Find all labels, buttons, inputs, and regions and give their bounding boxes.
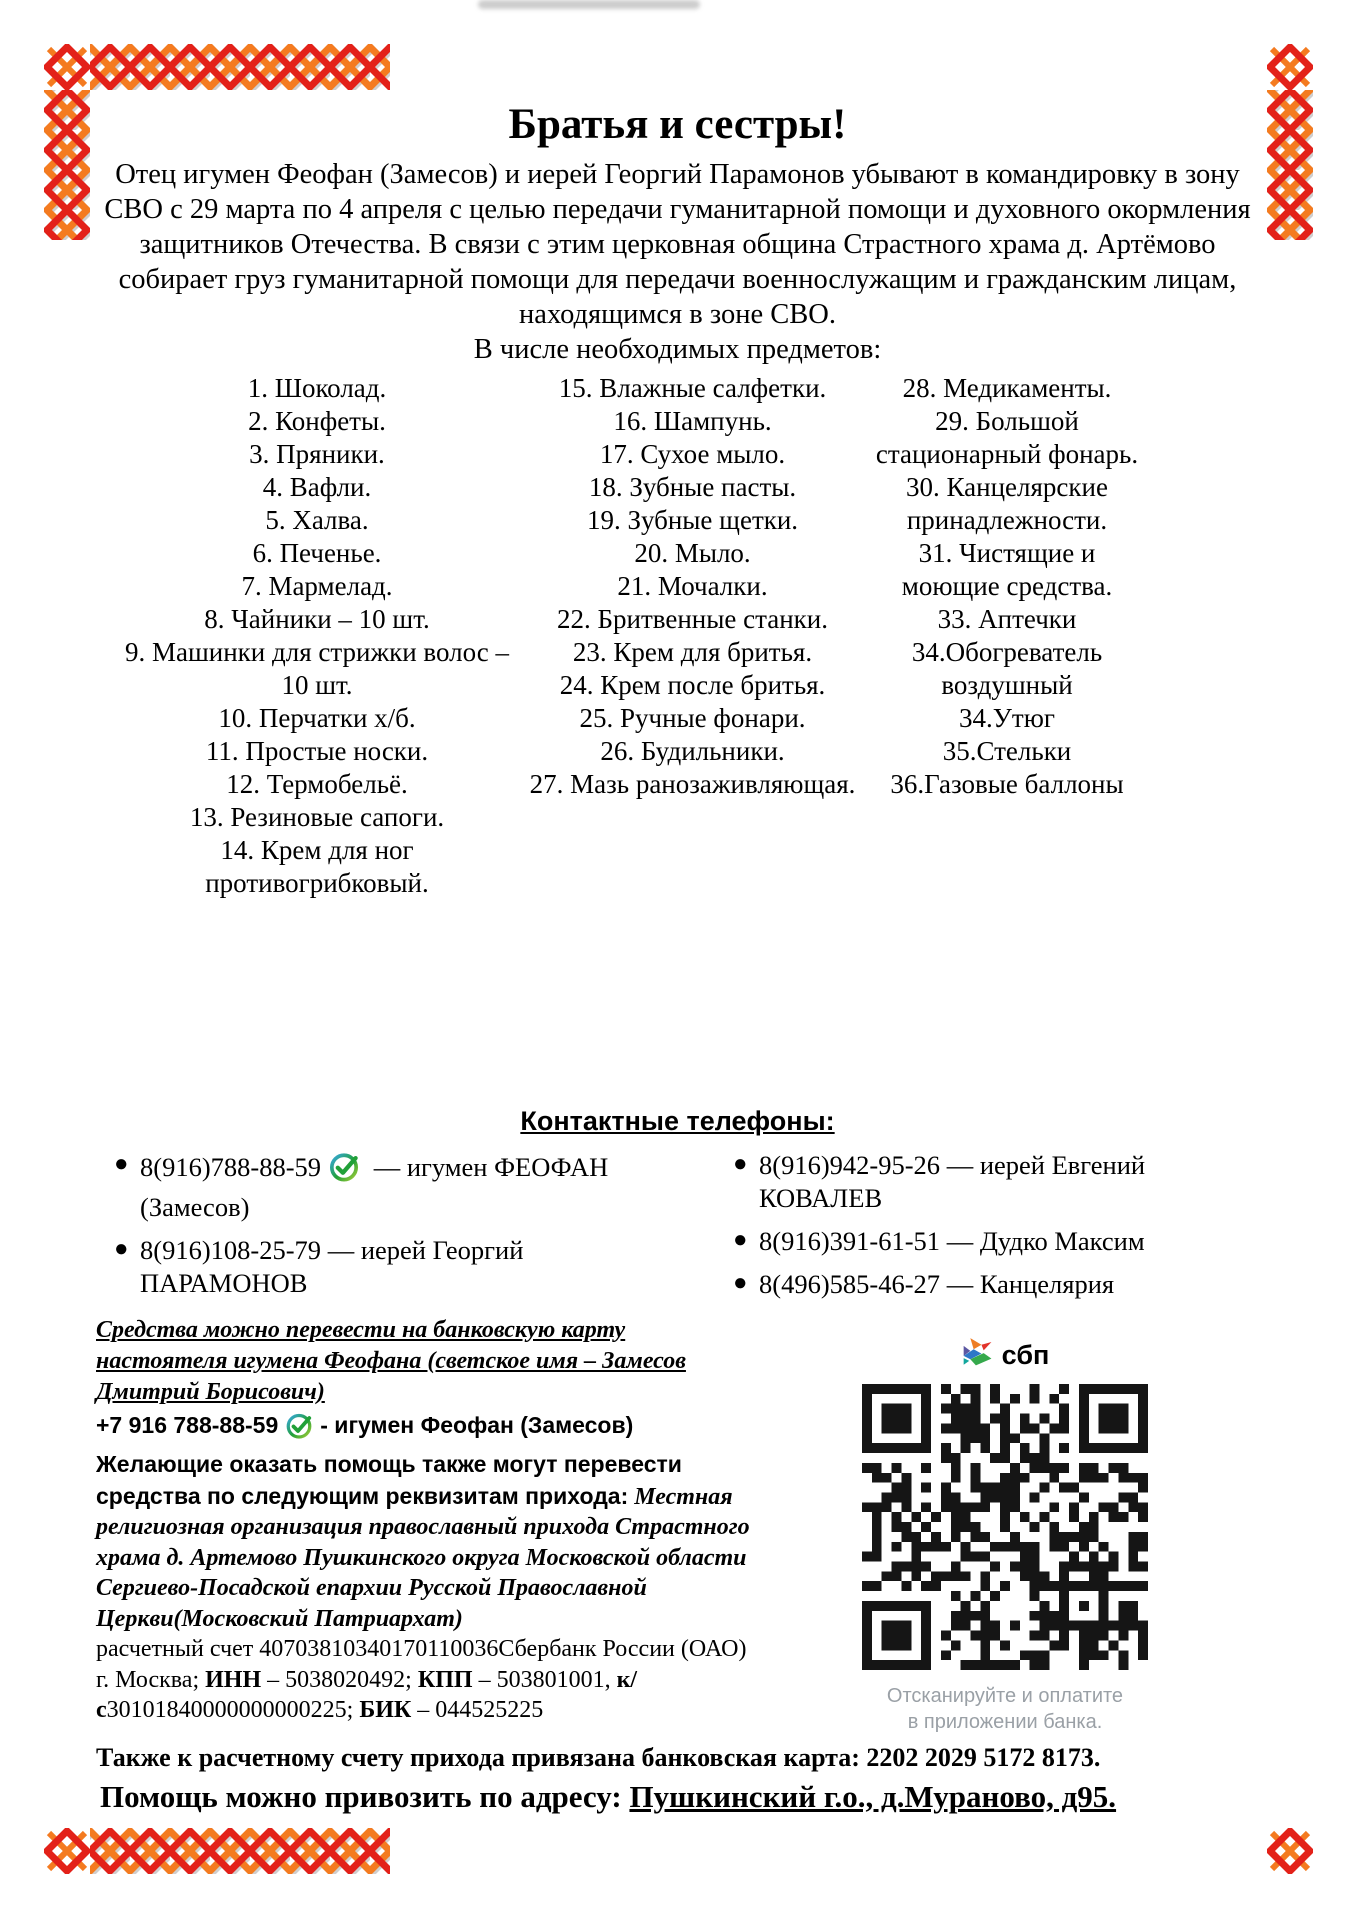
ornament-border-top: [90, 44, 390, 90]
card-phone: +7 916 788-88-59: [96, 1412, 279, 1438]
delivery-address: Пушкинский г.о., д.Мураново, д95.: [629, 1779, 1117, 1814]
bik-label: БИК: [359, 1697, 412, 1723]
contact-item: [106, 1149, 681, 1224]
list-item: 23. Крем для бритья.: [572, 637, 813, 667]
requisites-intro: Желающие оказать помощь также могут перевести средства по следующим реквизитам прихода:: [96, 1451, 682, 1509]
flyer-content: [96, 90, 1259, 1815]
sberbank-icon: [284, 1410, 314, 1449]
contacts-columns: [96, 1149, 1259, 1311]
contact-name: — иерей Георгий ПАРАМОНОВ: [140, 1235, 524, 1298]
bullet-icon: ●: [114, 1236, 129, 1262]
ornament-border-left: [44, 90, 90, 240]
list-item: 1. Шоколад.: [247, 373, 387, 403]
list-item: 21. Мочалки.: [617, 571, 768, 601]
list-item: 11. Простые носки.: [205, 736, 429, 766]
items-column-2: [520, 372, 865, 900]
bullet-icon: ●: [733, 1151, 748, 1177]
list-item: 15. Влажные салфетки.: [558, 373, 827, 403]
bank-details: [96, 1315, 756, 1735]
kpp-label: КПП: [417, 1666, 473, 1693]
bullet-icon: ●: [733, 1227, 748, 1253]
list-item: 34.Утюг: [959, 703, 1055, 733]
requisites-paragraph: [96, 1449, 756, 1634]
kpp-value: – 503801001,: [472, 1666, 617, 1693]
list-item: 3. Пряники.: [249, 439, 385, 469]
ornament-border-right: [1267, 90, 1313, 240]
contact-phone: 8(916)108-25-79: [140, 1235, 322, 1265]
card-owner: - игумен Феофан (Замесов): [320, 1412, 634, 1438]
ornament-corner: [44, 44, 90, 90]
list-item: 25. Ручные фонари.: [579, 703, 806, 733]
contact-phone: 8(916)788-88-59: [140, 1152, 322, 1182]
ornament-corner: [1267, 44, 1313, 90]
contact-item: [725, 1149, 1245, 1215]
card-phone-line: [96, 1408, 756, 1449]
contact-phone: 8(916)942-95-26: [759, 1150, 941, 1180]
contact-name: — Канцелярия: [946, 1269, 1115, 1299]
page-title: Братья и сестры!: [508, 101, 847, 148]
card-transfer-note: Средства можно перевести на банковскую карту настоятеля игумена Феофана (светское имя – Замесов Дмитрий Борисович): [96, 1317, 686, 1405]
list-item: 8. Чайники – 10 шт.: [204, 604, 430, 634]
list-item: 5. Халва.: [265, 505, 369, 535]
list-heading: В числе необходимых предметов:: [473, 334, 882, 365]
list-item: 7. Мармелад.: [241, 571, 393, 601]
list-item: 31. Чистящие и моющие средства.: [901, 538, 1113, 601]
list-item: 14. Крем для ног противогрибковый.: [205, 835, 429, 898]
qr-caption-line2: в приложении банка.: [907, 1711, 1103, 1733]
qr-code: [862, 1384, 1148, 1670]
inn-value: – 5038020492;: [261, 1666, 418, 1693]
list-item: 36.Газовые баллоны: [890, 769, 1124, 799]
list-item: 16. Шампунь.: [613, 406, 772, 436]
sbp-logo: [770, 1337, 1240, 1374]
ornament-corner: [44, 1828, 90, 1874]
list-item: 28. Медикаменты.: [902, 373, 1112, 403]
sberbank-icon: [327, 1149, 361, 1191]
delivery-label: Помощь можно привозить по адресу:: [100, 1779, 630, 1814]
linked-card-line: Также к расчетному счету прихода привязана банковская карта: 2202 2029 5172 8173.: [96, 1743, 1101, 1772]
qr-caption: [770, 1683, 1240, 1735]
contact-name: — игумен ФЕОФАН (Замесов): [140, 1152, 609, 1222]
list-item: 19. Зубные щетки.: [586, 505, 799, 535]
sbp-icon: [961, 1337, 993, 1374]
contacts-right: [725, 1149, 1245, 1311]
qr-caption-line1: Отсканируйте и оплатите: [886, 1685, 1124, 1707]
ornament-border-bottom: [90, 1828, 390, 1874]
inn-label: ИНН: [205, 1666, 262, 1693]
contact-item: [725, 1225, 1245, 1258]
account-number: расчетный счет 40703810340170110036Сбербанк России (ОАО) г. Москва;: [96, 1636, 747, 1693]
items-list: [122, 372, 1259, 900]
contact-name: — Дудко Максим: [946, 1226, 1145, 1256]
contact-name: — иерей Евгений КОВАЛЕВ: [759, 1150, 1146, 1213]
list-item: 10. Перчатки х/б.: [218, 703, 416, 733]
contacts-heading: Контактные телефоны:: [520, 1106, 835, 1136]
bullet-icon: ●: [114, 1151, 129, 1177]
list-item: 2. Конфеты.: [248, 406, 386, 436]
list-item: 30. Канцелярские принадлежности.: [906, 472, 1108, 535]
items-column-3: [871, 372, 1143, 900]
ornament-corner: [1267, 1828, 1313, 1874]
list-item: 22. Бритвенные станки.: [557, 604, 828, 634]
contacts-left: [106, 1149, 681, 1311]
intro-paragraph: Отец игумен Феофан (Замесов) и иерей Георгий Парамонов убывают в командировку в зону СВО с 29 марта по 4 апреля с целью передачи гуманитарной помощи и духовного окормления защитников Отечества. В связи с этим церковная община Страстного храма д. Артёмово собирает груз гуманитарной помощи для передачи военнослужащим и гражданским лицам, находящимся в зоне СВО.: [104, 159, 1251, 330]
list-item: 24. Крем после бритья.: [559, 670, 826, 700]
list-item: 20. Мыло.: [634, 538, 751, 568]
ks-label: к/с: [96, 1666, 638, 1723]
list-item: 12. Термобельё.: [226, 769, 408, 799]
list-item: 9. Машинки для стрижки волос – 10 шт.: [125, 637, 509, 700]
list-item: 4. Вафли.: [262, 472, 372, 502]
ks-value: 30101840000000000225;: [106, 1697, 360, 1723]
list-item: 13. Резиновые сапоги.: [189, 802, 445, 832]
contact-item: [106, 1234, 681, 1300]
list-item: 33. Аптечки: [937, 604, 1077, 634]
bottom-section: [96, 1315, 1259, 1735]
scan-artifact: [478, 0, 700, 9]
list-item: 26. Будильники.: [600, 736, 785, 766]
list-item: 18. Зубные пасты.: [588, 472, 797, 502]
items-column-1: [122, 372, 512, 900]
list-item: 17. Сухое мыло.: [599, 439, 786, 469]
delivery-address-line: [100, 1779, 1259, 1815]
bik-value: – 044525225: [411, 1697, 544, 1723]
contact-phone: 8(916)391-61-51: [759, 1226, 941, 1256]
contact-phone: 8(496)585-46-27: [759, 1269, 941, 1299]
contact-item: [725, 1268, 1245, 1301]
list-item: 27. Мазь ранозаживляющая.: [529, 769, 856, 799]
bullet-icon: ●: [733, 1270, 748, 1296]
list-item: 35.Стельки: [942, 736, 1072, 766]
list-item: 6. Печенье.: [252, 538, 382, 568]
organization-name: Местная религиозная организация православный прихода Страстного храма д. Артемово Пушкинского округа Московской области Сергиево-Посадской епархии Русской Православной Церкви(Московский Патриархат): [96, 1483, 750, 1632]
qr-payment-block: [770, 1315, 1240, 1735]
sbp-label: сбп: [1001, 1340, 1050, 1370]
list-item: 34.Обогреватель воздушный: [911, 637, 1103, 700]
list-item: 29. Большой стационарный фонарь.: [875, 406, 1139, 469]
account-details: [96, 1634, 756, 1726]
